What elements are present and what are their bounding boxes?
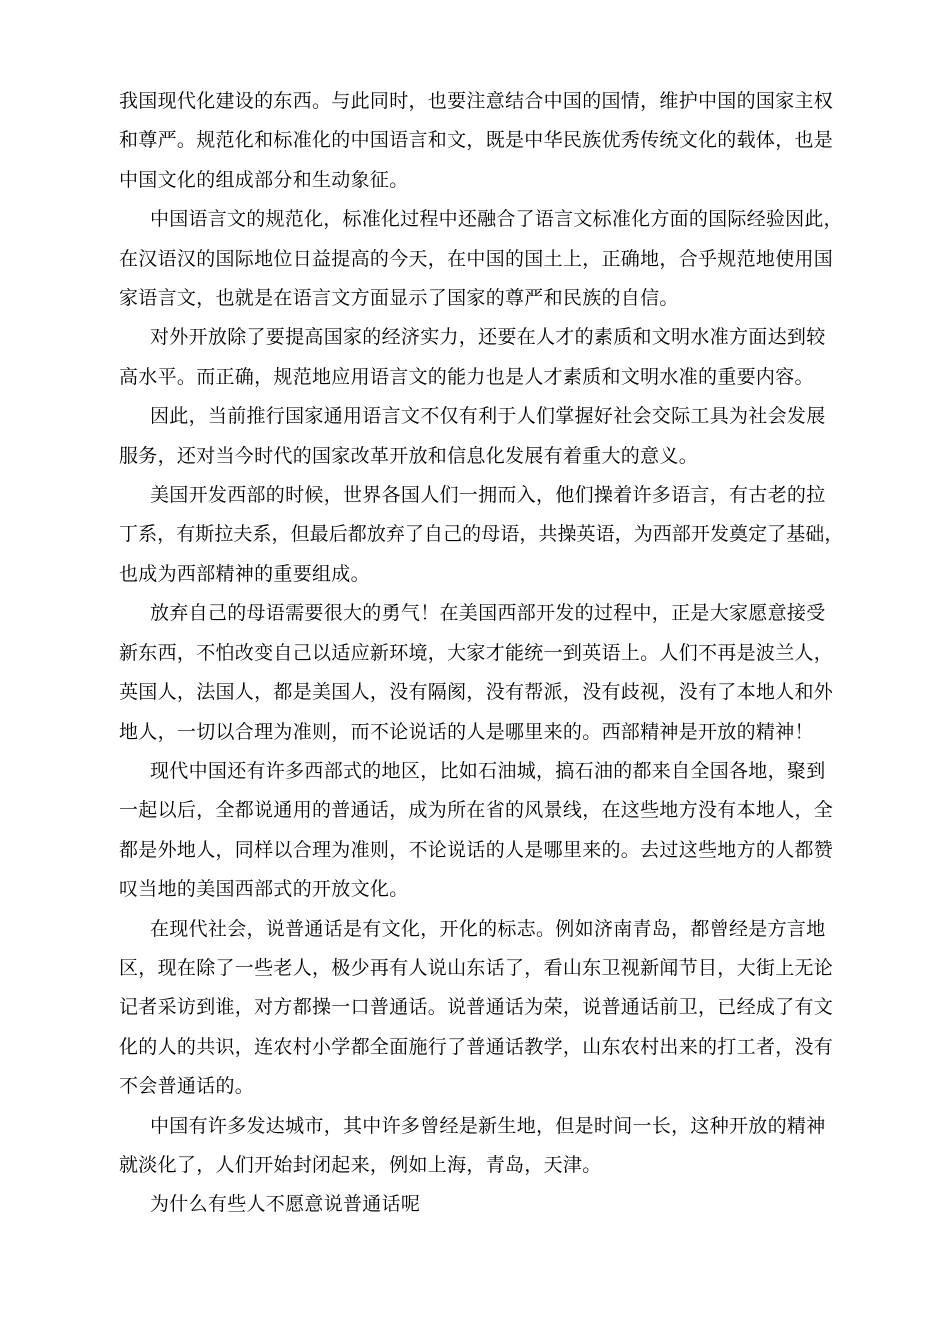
text-line: 区，现在除了一些老人，极少再有人说山东话了，看山东卫视新闻节目，大街上无论	[119, 956, 834, 979]
text-line: 中国文化的组成部分和生动象征。	[119, 168, 409, 191]
text-line: 在汉语汉的国际地位日益提高的今天，在中国的国土上，正确地，合乎规范地使用国	[119, 247, 834, 270]
paragraph	[119, 1185, 841, 1224]
paragraph	[119, 318, 841, 397]
text-line: 中国有许多发达城市，其中许多曾经是新生地，但是时间一长，这种开放的精神	[150, 1114, 826, 1137]
paragraph	[119, 476, 844, 594]
text-line: 记者采访到谁，对方都操一口普通话。说普通话为荣，说普通话前卫，已经成了有文	[119, 996, 834, 1019]
text-line: 对外开放除了要提高国家的经济实力，还要在人才的素质和文明水准方面达到较	[150, 326, 826, 349]
text-line: 丁系，有斯拉夫系，但最后都放弃了自己的母语，共操英语，为西部开发奠定了基础，	[119, 523, 844, 546]
paragraph	[119, 752, 841, 910]
text-line: 现代中国还有许多西部式的地区，比如石油城，搞石油的都来自全国各地，聚到	[150, 759, 826, 782]
text-line: 因此，当前推行国家通用语言文不仅有利于人们掌握好社会交际工具为社会发展	[150, 405, 826, 428]
text-line: 我国现代化建设的东西。与此同时，也要注意结合中国的国情，维护中国的国家主权	[119, 90, 834, 112]
paragraph	[119, 397, 841, 476]
text-line: 美国开发西部的时候，世界各国人们一拥而入，他们操着许多语言，有古老的拉	[150, 484, 826, 507]
text-line: 就淡化了，人们开始封闭起来，例如上海，青岛，天津。	[119, 1153, 602, 1176]
text-line: 都是外地人，同样以合理为准则，不论说话的人是哪里来的。去过这些地方的人都赞	[119, 838, 834, 861]
text-line: 也成为西部精神的重要组成。	[119, 562, 370, 585]
text-line: 为什么有些人不愿意说普通话呢	[150, 1193, 421, 1216]
text-line: 新东西，不怕改变自己以适应新环境，大家才能统一到英语上。人们不再是波兰人，	[119, 641, 834, 664]
text-line: 在现代社会，说普通话是有文化，开化的标志。例如济南青岛，都曾经是方言地	[150, 917, 826, 940]
text-line: 化的人的共识，连农村小学都全面施行了普通话教学，山东农村出来的打工者，没有	[119, 1035, 834, 1058]
text-line: 家语言文，也就是在语言文方面显示了国家的尊严和民族的自信。	[119, 287, 679, 310]
text-line: 中国语言文的规范化，标准化过程中还融合了语言文标准化方面的国际经验因此，	[150, 208, 843, 231]
text-line: 高水平。而正确，规范地应用语言文的能力也是人才素质和文明水准的重要内容。	[119, 365, 814, 388]
paragraph	[119, 910, 841, 1107]
text-line: 服务，还对当今时代的国家改革开放和信息化发展有着重大的意义。	[119, 444, 699, 467]
paragraph	[119, 1107, 841, 1186]
text-line: 放弃自己的母语需要很大的勇气！在美国西部开发的过程中，正是大家愿意接受	[150, 602, 826, 625]
text-line: 不会普通话的。	[119, 1075, 255, 1098]
paragraph	[119, 200, 841, 318]
text-line: 英国人，法国人，都是美国人，没有隔阂，没有帮派，没有歧视，没有了本地人和外	[119, 681, 834, 704]
text-line: 地人，一切以合理为准则，而不论说话的人是哪里来的。西部精神是开放的精神！	[119, 720, 814, 743]
text-line: 一起以后，全都说通用的普通话，成为所在省的风景线，在这些地方没有本地人，全	[119, 799, 834, 822]
text-line: 和尊严。规范化和标准化的中国语言和文，既是中华民族优秀传统文化的载体，也是	[119, 129, 834, 152]
document-body	[119, 82, 844, 1225]
paragraph	[119, 82, 841, 200]
paragraph	[119, 594, 841, 752]
text-line: 叹当地的美国西部式的开放文化。	[119, 878, 409, 901]
